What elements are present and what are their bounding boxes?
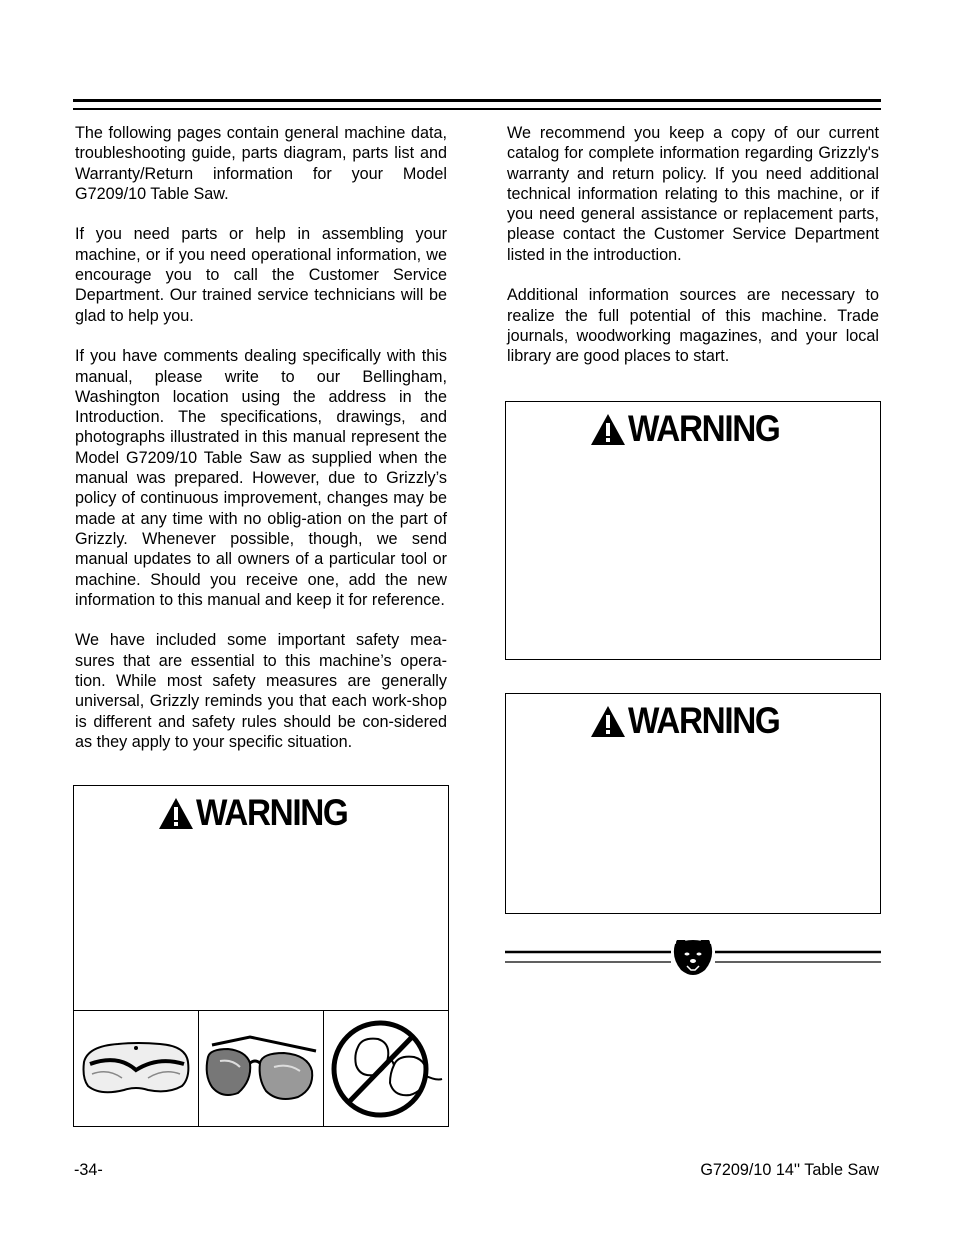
header-rule-thick: [73, 99, 881, 102]
paragraph: The following pages contain general machine data, troubleshooting guide, parts diagram, parts list and Warranty/Return information for your Model G7209/10 Table Saw.: [75, 124, 447, 203]
warning-header: [74, 792, 448, 832]
bear-logo-icon: [674, 940, 712, 975]
warning-triangle-icon: [590, 705, 626, 738]
left-column: [75, 123, 447, 752]
right-column: [507, 123, 879, 367]
warning-label: WARNING: [627, 700, 780, 741]
no-regular-glasses-icon: [328, 1017, 444, 1121]
eyewear-cell: [199, 1011, 324, 1126]
warning-label: WARNING: [627, 408, 780, 449]
paragraph: If you have comments dealing specifically with this manual, please write to our Bellingham, Washington location using the address in the Introduction. The specifications, drawings, and photographs illustrated in this manual represent the Model G7209/10 Table Saw as supplied when the manual was prepared. However, due to Grizzly’s policy of continuous improvement, changes may be made at any time with no oblig-ation on the part of Grizzly. Whenever possible, though, we send manual updates to all owners of a particular tool or machine. Should you receive one, add the new information to this manual and keep it for reference.: [75, 347, 447, 609]
safety-goggles-icon: [78, 1034, 194, 1104]
paragraph: Additional information sources are necessary to realize the full potential of this machine. Trade journals, woodworking magazines, and your local library are good places to start.: [507, 286, 879, 366]
doc-title: G7209/10 14'' Table Saw: [700, 1161, 879, 1179]
page-number: -34-: [74, 1161, 103, 1179]
eyewear-cell: [324, 1011, 448, 1126]
paragraph: We recommend you keep a copy of our current catalog for complete information regarding Grizzly's warranty and return policy. If you need additional technical information relating to this machine, or if you need general assistance or replacement parts, please contact the Customer Service Department listed in the introduction.: [507, 124, 879, 264]
eyewear-cell: [74, 1011, 199, 1126]
paragraph: If you need parts or help in assembling your machine, or if you need operational information, we encourage you to call the Customer Service Department. Our trained service technicians will be glad to help you.: [75, 225, 447, 325]
header-rule-thin: [73, 108, 881, 110]
warning-label: WARNING: [195, 792, 348, 833]
warning-header: [506, 408, 880, 448]
warning-header: [506, 700, 880, 740]
warning-box-2: [505, 693, 881, 914]
warning-box-eyewear: [73, 785, 449, 1127]
paragraph: We have included some important safety mea-sures that are essential to this machine’s opera-tion. While most safety measures are generally universal, Grizzly reminds you that each work-shop is different and safety rules should be con-sidered as they apply to your specific situation.: [75, 631, 447, 751]
warning-triangle-icon: [158, 797, 194, 830]
eyewear-row: [74, 1010, 448, 1126]
safety-glasses-icon: [202, 1031, 320, 1107]
warning-box-1: [505, 401, 881, 660]
section-divider: [505, 940, 881, 980]
warning-triangle-icon: [590, 413, 626, 446]
